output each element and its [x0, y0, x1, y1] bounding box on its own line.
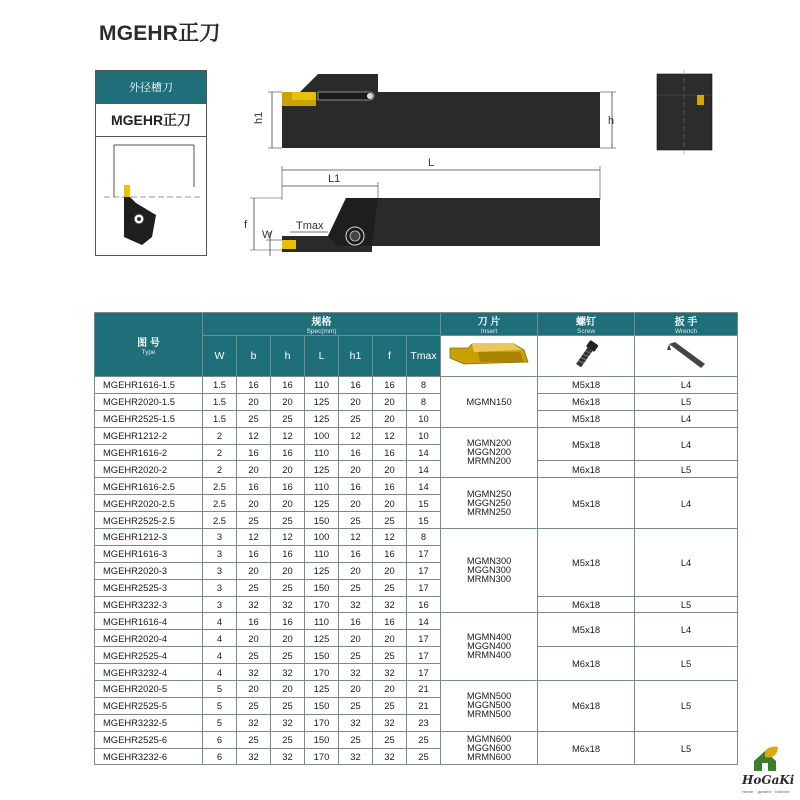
wrench-cell: L5	[635, 681, 738, 732]
spec-cell-h: 16	[271, 478, 305, 495]
spec-cell-h: 16	[271, 545, 305, 562]
spec-cell-w: 4	[203, 664, 237, 681]
screw-cell: M5x18	[538, 529, 635, 597]
spec-cell-f: 20	[373, 461, 407, 478]
logo-text: HoGaKi	[742, 773, 795, 787]
spec-cell-tmax: 10	[407, 427, 441, 444]
spec-cell-b: 16	[237, 613, 271, 630]
insert-code: MRMN600	[467, 751, 511, 762]
screw-cell: M5x18	[538, 613, 635, 647]
screw-cell: M5x18	[538, 377, 635, 394]
model-cell: MGEHR2020-1.5	[95, 393, 203, 410]
spec-cell-b: 32	[237, 664, 271, 681]
model-cell: MGEHR1616-2	[95, 444, 203, 461]
model-cell: MGEHR1616-3	[95, 545, 203, 562]
spec-cell-l: 125	[305, 630, 339, 647]
spec-cell-b: 16	[237, 545, 271, 562]
spec-cell-w: 2.5	[203, 478, 237, 495]
technical-drawing	[0, 0, 800, 300]
spec-cell-f: 32	[373, 748, 407, 765]
spec-cell-w: 4	[203, 613, 237, 630]
spec-cell-h: 16	[271, 444, 305, 461]
spec-cell-h1: 20	[339, 461, 373, 478]
holder-side-view	[282, 74, 600, 148]
table-row	[95, 377, 738, 394]
model-cell: MGEHR2020-5	[95, 681, 203, 698]
table-row	[95, 731, 738, 748]
spec-cell-tmax: 17	[407, 630, 441, 647]
wrench-icon	[635, 336, 738, 377]
spec-table	[94, 312, 738, 765]
wrench-cell: L4	[635, 377, 738, 394]
spec-cell-f: 25	[373, 647, 407, 664]
spec-cell-tmax: 8	[407, 377, 441, 394]
spec-cell-h1: 16	[339, 444, 373, 461]
dim-W-label: W	[262, 229, 273, 241]
screw-cell: M6x18	[538, 681, 635, 732]
spec-cell-f: 25	[373, 579, 407, 596]
spec-cell-h: 12	[271, 427, 305, 444]
wrench-cell: L5	[635, 393, 738, 410]
insert-code: MGGN300	[467, 565, 511, 576]
spec-cell-w: 1.5	[203, 377, 237, 394]
spec-cell-b: 16	[237, 478, 271, 495]
spec-cell-h1: 32	[339, 664, 373, 681]
spec-cell-f: 25	[373, 731, 407, 748]
model-cell: MGEHR1616-1.5	[95, 377, 203, 394]
spec-cell-b: 32	[237, 714, 271, 731]
spec-cell-f: 20	[373, 410, 407, 427]
spec-cell-l: 150	[305, 579, 339, 596]
insert-code: MRMN250	[467, 506, 511, 517]
spec-cell-h: 32	[271, 596, 305, 613]
spec-cell-tmax: 17	[407, 579, 441, 596]
spec-cell-w: 3	[203, 529, 237, 546]
spec-cell-l: 110	[305, 545, 339, 562]
spec-cell-l: 100	[305, 427, 339, 444]
model-cell: MGEHR2020-4	[95, 630, 203, 647]
insert-cell	[441, 377, 538, 428]
leaf-house-icon	[750, 745, 780, 775]
insert-code: MGGN500	[467, 700, 511, 711]
spec-cell-h: 25	[271, 512, 305, 529]
logo-tagline: Home · garden · kitchen	[742, 789, 790, 794]
spec-cell-h: 25	[271, 410, 305, 427]
spec-cell-f: 25	[373, 697, 407, 714]
spec-cell-l: 170	[305, 596, 339, 613]
spec-cell-h1: 20	[339, 393, 373, 410]
spec-cell-h: 32	[271, 714, 305, 731]
spec-cell-l: 100	[305, 529, 339, 546]
spec-cell-b: 12	[237, 529, 271, 546]
spec-cell-w: 1.5	[203, 393, 237, 410]
spec-cell-l: 125	[305, 562, 339, 579]
spec-cell-h1: 25	[339, 512, 373, 529]
model-cell: MGEHR2525-1.5	[95, 410, 203, 427]
wrench-cell: L5	[635, 596, 738, 613]
tool-category-label: 外径槽刀	[96, 71, 206, 104]
insert-code: MGMN200	[466, 438, 512, 448]
spec-cell-tmax: 21	[407, 681, 441, 698]
spec-cell-l: 110	[305, 613, 339, 630]
table-row	[95, 596, 738, 613]
page-title: MGEHR正刀	[99, 22, 221, 45]
screw-cell: M6x18	[538, 393, 635, 410]
spec-cell-l: 150	[305, 647, 339, 664]
model-cell: MGEHR1616-2.5	[95, 478, 203, 495]
spec-cell-tmax: 14	[407, 444, 441, 461]
spec-cell-f: 16	[373, 478, 407, 495]
spec-cell-tmax: 14	[407, 478, 441, 495]
spec-cell-l: 110	[305, 444, 339, 461]
spec-cell-f: 20	[373, 630, 407, 647]
spec-cell-l: 170	[305, 664, 339, 681]
screw-cell: M5x18	[538, 427, 635, 461]
spec-header: 规格 Spec(mm)	[203, 313, 441, 336]
spec-cell-b: 25	[237, 647, 271, 664]
spec-cell-w: 2.5	[203, 495, 237, 512]
spec-cell-w: 5	[203, 714, 237, 731]
spec-cell-h: 20	[271, 461, 305, 478]
spec-cell-h: 25	[271, 731, 305, 748]
spec-cell-w: 2	[203, 444, 237, 461]
spec-cell-h1: 20	[339, 495, 373, 512]
spec-cell-b: 20	[237, 495, 271, 512]
spec-cell-b: 32	[237, 748, 271, 765]
insert-code: MGGN200	[467, 447, 511, 457]
insert-cell	[441, 613, 538, 681]
insert-code: MGMN250	[466, 488, 512, 499]
insert-code: MGGN400	[467, 641, 511, 652]
spec-cell-tmax: 16	[407, 596, 441, 613]
col-header-b: b	[237, 336, 271, 377]
spec-cell-l: 170	[305, 748, 339, 765]
dim-L-label: L	[428, 157, 435, 169]
spec-cell-b: 16	[237, 444, 271, 461]
model-cell: MGEHR3232-6	[95, 748, 203, 765]
spec-cell-b: 25	[237, 697, 271, 714]
spec-cell-l: 125	[305, 461, 339, 478]
table-row	[95, 529, 738, 546]
insert-code: MGGN600	[467, 742, 511, 753]
wrench-cell: L4	[635, 410, 738, 427]
col-header-tmax: Tmax	[407, 336, 441, 377]
wrench-cell: L5	[635, 731, 738, 765]
spec-cell-tmax: 23	[407, 714, 441, 731]
spec-cell-tmax: 15	[407, 495, 441, 512]
insert-cell	[441, 681, 538, 732]
spec-cell-h1: 32	[339, 596, 373, 613]
spec-cell-w: 4	[203, 630, 237, 647]
dim-Tmax-label: Tmax	[296, 220, 324, 232]
spec-cell-h1: 25	[339, 647, 373, 664]
screw-header: 螺钉 Screw	[538, 313, 635, 336]
spec-cell-f: 16	[373, 545, 407, 562]
spec-cell-l: 125	[305, 393, 339, 410]
spec-cell-f: 32	[373, 714, 407, 731]
brand-logo	[742, 745, 800, 800]
dim-L1-label: L1	[328, 173, 341, 185]
insert-code: MGGN250	[467, 497, 511, 508]
table-row	[95, 681, 738, 698]
dim-h-label: h	[608, 115, 615, 127]
screw-cell: M6x18	[538, 596, 635, 613]
spec-cell-h: 12	[271, 529, 305, 546]
table-row	[95, 393, 738, 410]
spec-cell-h: 16	[271, 377, 305, 394]
spec-cell-b: 25	[237, 410, 271, 427]
spec-cell-w: 5	[203, 697, 237, 714]
col-header-l: L	[305, 336, 339, 377]
insert-code: MGMN300	[466, 556, 512, 567]
spec-cell-f: 16	[373, 613, 407, 630]
spec-cell-b: 25	[237, 512, 271, 529]
spec-cell-b: 20	[237, 562, 271, 579]
model-cell: MGEHR1616-4	[95, 613, 203, 630]
table-row	[95, 461, 738, 478]
spec-cell-h1: 16	[339, 377, 373, 394]
wrench-header: 扳 手 Wrench	[635, 313, 738, 336]
spec-cell-w: 2.5	[203, 512, 237, 529]
spec-cell-h1: 32	[339, 748, 373, 765]
spec-cell-tmax: 15	[407, 512, 441, 529]
spec-cell-h: 32	[271, 748, 305, 765]
screw-cell: M6x18	[538, 731, 635, 765]
spec-cell-w: 3	[203, 562, 237, 579]
spec-cell-h: 25	[271, 647, 305, 664]
model-cell: MGEHR2525-2.5	[95, 512, 203, 529]
insert-code: MRMN200	[467, 456, 511, 466]
table-row	[95, 647, 738, 664]
insert-code: MGMN600	[466, 733, 512, 744]
col-header-h: h	[271, 336, 305, 377]
spec-cell-b: 25	[237, 579, 271, 596]
col-header-w: W	[203, 336, 237, 377]
spec-cell-h: 32	[271, 664, 305, 681]
insert-icon	[441, 336, 538, 377]
spec-cell-w: 6	[203, 731, 237, 748]
wrench-cell: L5	[635, 461, 738, 478]
dim-h1-label: h1	[253, 111, 265, 124]
col-header-h1: h1	[339, 336, 373, 377]
spec-cell-h1: 12	[339, 529, 373, 546]
spec-cell-w: 3	[203, 596, 237, 613]
spec-cell-l: 110	[305, 478, 339, 495]
spec-cell-tmax: 25	[407, 748, 441, 765]
spec-cell-w: 2	[203, 461, 237, 478]
spec-cell-b: 20	[237, 393, 271, 410]
spec-cell-b: 20	[237, 461, 271, 478]
spec-cell-tmax: 8	[407, 393, 441, 410]
insert-code: MGMN500	[466, 691, 512, 702]
model-cell: MGEHR2020-3	[95, 562, 203, 579]
model-cell: MGEHR3232-3	[95, 596, 203, 613]
insert-code: MRMN300	[467, 574, 511, 585]
insert-cell	[441, 478, 538, 529]
col-header-f: f	[373, 336, 407, 377]
insert-code: MGMN150	[466, 396, 512, 408]
spec-cell-tmax: 14	[407, 613, 441, 630]
model-cell: MGEHR2525-3	[95, 579, 203, 596]
model-cell: MGEHR2525-5	[95, 697, 203, 714]
spec-cell-b: 16	[237, 377, 271, 394]
insert-cell	[441, 529, 538, 613]
spec-cell-h: 25	[271, 579, 305, 596]
model-cell: MGEHR1212-3	[95, 529, 203, 546]
spec-cell-f: 25	[373, 512, 407, 529]
spec-cell-w: 4	[203, 647, 237, 664]
spec-cell-l: 125	[305, 495, 339, 512]
spec-cell-l: 150	[305, 731, 339, 748]
spec-cell-f: 20	[373, 393, 407, 410]
spec-cell-l: 170	[305, 714, 339, 731]
spec-cell-f: 16	[373, 377, 407, 394]
dim-f-label: f	[244, 219, 248, 231]
wrench-cell: L4	[635, 529, 738, 597]
model-cell: MGEHR2525-4	[95, 647, 203, 664]
spec-cell-h1: 20	[339, 630, 373, 647]
spec-cell-tmax: 14	[407, 461, 441, 478]
spec-cell-l: 125	[305, 681, 339, 698]
spec-cell-tmax: 17	[407, 664, 441, 681]
spec-cell-w: 3	[203, 545, 237, 562]
wrench-cell: L4	[635, 427, 738, 461]
spec-cell-f: 12	[373, 427, 407, 444]
wrench-cell: L5	[635, 647, 738, 681]
spec-cell-w: 6	[203, 748, 237, 765]
spec-cell-tmax: 21	[407, 697, 441, 714]
spec-cell-h: 20	[271, 681, 305, 698]
spec-cell-h1: 20	[339, 562, 373, 579]
spec-cell-f: 16	[373, 444, 407, 461]
spec-cell-f: 12	[373, 529, 407, 546]
spec-cell-b: 32	[237, 596, 271, 613]
spec-cell-h: 20	[271, 562, 305, 579]
spec-cell-h1: 25	[339, 697, 373, 714]
spec-cell-h1: 12	[339, 427, 373, 444]
spec-cell-h1: 16	[339, 613, 373, 630]
spec-cell-l: 125	[305, 410, 339, 427]
spec-cell-h1: 16	[339, 478, 373, 495]
spec-cell-l: 150	[305, 697, 339, 714]
table-row	[95, 410, 738, 427]
holder-end-view	[657, 70, 712, 155]
spec-cell-tmax: 17	[407, 545, 441, 562]
model-cell: MGEHR2020-2	[95, 461, 203, 478]
spec-cell-b: 20	[237, 630, 271, 647]
spec-cell-f: 20	[373, 681, 407, 698]
spec-cell-tmax: 10	[407, 410, 441, 427]
model-cell: MGEHR3232-4	[95, 664, 203, 681]
insert-code: MGMN400	[466, 632, 512, 643]
model-cell: MGEHR2525-6	[95, 731, 203, 748]
spec-cell-f: 32	[373, 664, 407, 681]
spec-cell-w: 5	[203, 681, 237, 698]
spec-cell-w: 1.5	[203, 410, 237, 427]
model-cell: MGEHR3232-5	[95, 714, 203, 731]
wrench-cell: L4	[635, 613, 738, 647]
spec-cell-l: 110	[305, 377, 339, 394]
tool-model-label: MGEHR正刀	[96, 104, 206, 137]
insert-header: 刀 片 Insert	[441, 313, 538, 336]
spec-cell-h1: 25	[339, 410, 373, 427]
spec-cell-f: 20	[373, 562, 407, 579]
model-cell: MGEHR2020-2.5	[95, 495, 203, 512]
screw-cell: M5x18	[538, 410, 635, 427]
screw-cell: M6x18	[538, 647, 635, 681]
spec-cell-h: 16	[271, 613, 305, 630]
spec-cell-tmax: 17	[407, 562, 441, 579]
spec-cell-h1: 20	[339, 681, 373, 698]
screw-icon	[538, 336, 635, 377]
spec-cell-f: 32	[373, 596, 407, 613]
wrench-cell: L4	[635, 478, 738, 529]
spec-cell-b: 20	[237, 681, 271, 698]
spec-cell-h1: 32	[339, 714, 373, 731]
insert-cell	[441, 427, 538, 478]
spec-cell-w: 2	[203, 427, 237, 444]
spec-cell-h1: 16	[339, 545, 373, 562]
spec-cell-l: 150	[305, 512, 339, 529]
table-row	[95, 427, 738, 444]
spec-cell-f: 20	[373, 495, 407, 512]
spec-cell-tmax: 17	[407, 647, 441, 664]
type-header: 图 号 Type	[95, 313, 203, 377]
spec-cell-h1: 25	[339, 731, 373, 748]
spec-cell-h: 25	[271, 697, 305, 714]
spec-cell-b: 12	[237, 427, 271, 444]
spec-cell-tmax: 8	[407, 529, 441, 546]
spec-cell-h: 20	[271, 393, 305, 410]
table-row	[95, 478, 738, 495]
holder-top-view	[282, 198, 600, 252]
insert-cell	[441, 731, 538, 765]
insert-code: MRMN500	[467, 709, 511, 720]
model-cell: MGEHR1212-2	[95, 427, 203, 444]
spec-cell-h: 20	[271, 630, 305, 647]
screw-cell: M5x18	[538, 478, 635, 529]
spec-cell-tmax: 25	[407, 731, 441, 748]
insert-code: MRMN400	[467, 650, 511, 661]
spec-cell-h: 20	[271, 495, 305, 512]
spec-cell-b: 25	[237, 731, 271, 748]
table-row	[95, 613, 738, 630]
spec-cell-w: 3	[203, 579, 237, 596]
screw-cell: M6x18	[538, 461, 635, 478]
spec-cell-h1: 25	[339, 579, 373, 596]
